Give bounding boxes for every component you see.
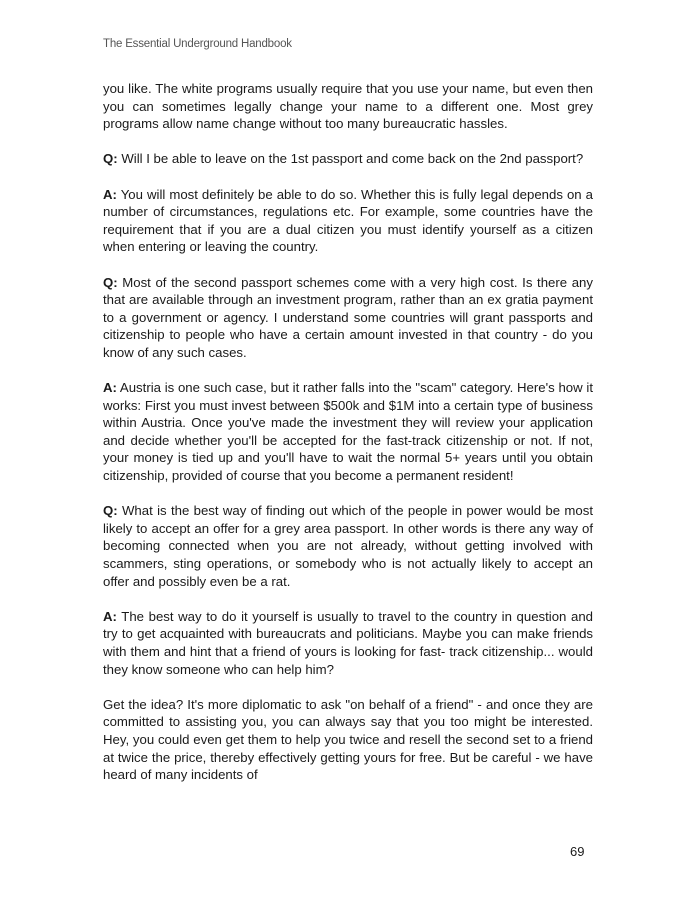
question-paragraph [103, 274, 593, 362]
question-text: What is the best way of finding out which of the people in power would be most likely to accept an offer for a grey area passport. In other words is there any way of becoming connected when you are not already, without getting involved with scammers, sting operations, or somebody who is not actually likely to accept an offer and possibly even be a rat. [103, 503, 593, 589]
answer-paragraph [103, 379, 593, 485]
question-paragraph [103, 502, 593, 590]
question-label: Q: [103, 274, 118, 290]
answer-label: A: [103, 608, 117, 624]
answer-text: The best way to do it yourself is usually to travel to the country in question and try to get acquainted with bureaucrats and politicians. Maybe you can make friends with them and hint that a friend of yours is looking for fast- track citizenship... would they know someone who can help him? [103, 608, 593, 677]
answer-text: You will most definitely be able to do so. Whether this is fully legal depends on a number of circumstances, regulations etc. For example, some countries have the requirement that if you are a dual citizen you must identify yourself as a citizen when entering or leaving the country. [103, 186, 593, 255]
question-text: Most of the second passport schemes come with a very high cost. Is there any that are available through an investment program, rather than an ex gratia payment to a government or agency. I understand some countries will grant passports and citizenship to people who have a certain amount invested in that country - do you know of any such cases. [103, 274, 593, 360]
answer-paragraph [103, 608, 593, 678]
paragraph-text: you like. The white programs usually require that you use your name, but even then you can sometimes legally change your name to a different one. Most grey programs allow name change without too many bureaucratic hassles. [103, 81, 593, 132]
paragraph-text: Get the idea? It's more diplomatic to ask "on behalf of a friend" - and once they are committed to assisting you, you can always say that you too might be interested. Hey, you could even get them to help you twice and resell the second set to a friend at twice the price, thereby effectively getting yours for free. But be careful - we have heard of many incidents of [103, 696, 593, 783]
question-label: Q: [103, 151, 118, 167]
question-text: Will I be able to leave on the 1st passport and come back on the 2nd passport? [117, 151, 584, 167]
page-body [103, 80, 593, 801]
paragraph-continuation [103, 80, 593, 133]
question-label: Q: [103, 503, 118, 519]
answer-label: A: [103, 186, 117, 202]
answer-paragraph [103, 186, 593, 256]
answer-label: A: [103, 380, 117, 396]
answer-text: Austria is one such case, but it rather falls into the "scam" category. Here's how it works: First you must invest between $500k and $1M into a certain type of business within Austria. Once you've made the investment they will review your application and decide whether you'll be accepted for the fast-track citizenship or not. If not, your money is tied up and you'll have to wait the normal 5+ years until you obtain citizenship, provided of course that you become a permanent resident! [103, 380, 593, 484]
page-number: 69 [570, 844, 585, 859]
running-header-title: The Essential Underground Handbook [103, 38, 292, 50]
question-paragraph [103, 150, 593, 168]
body-paragraph [103, 696, 593, 784]
